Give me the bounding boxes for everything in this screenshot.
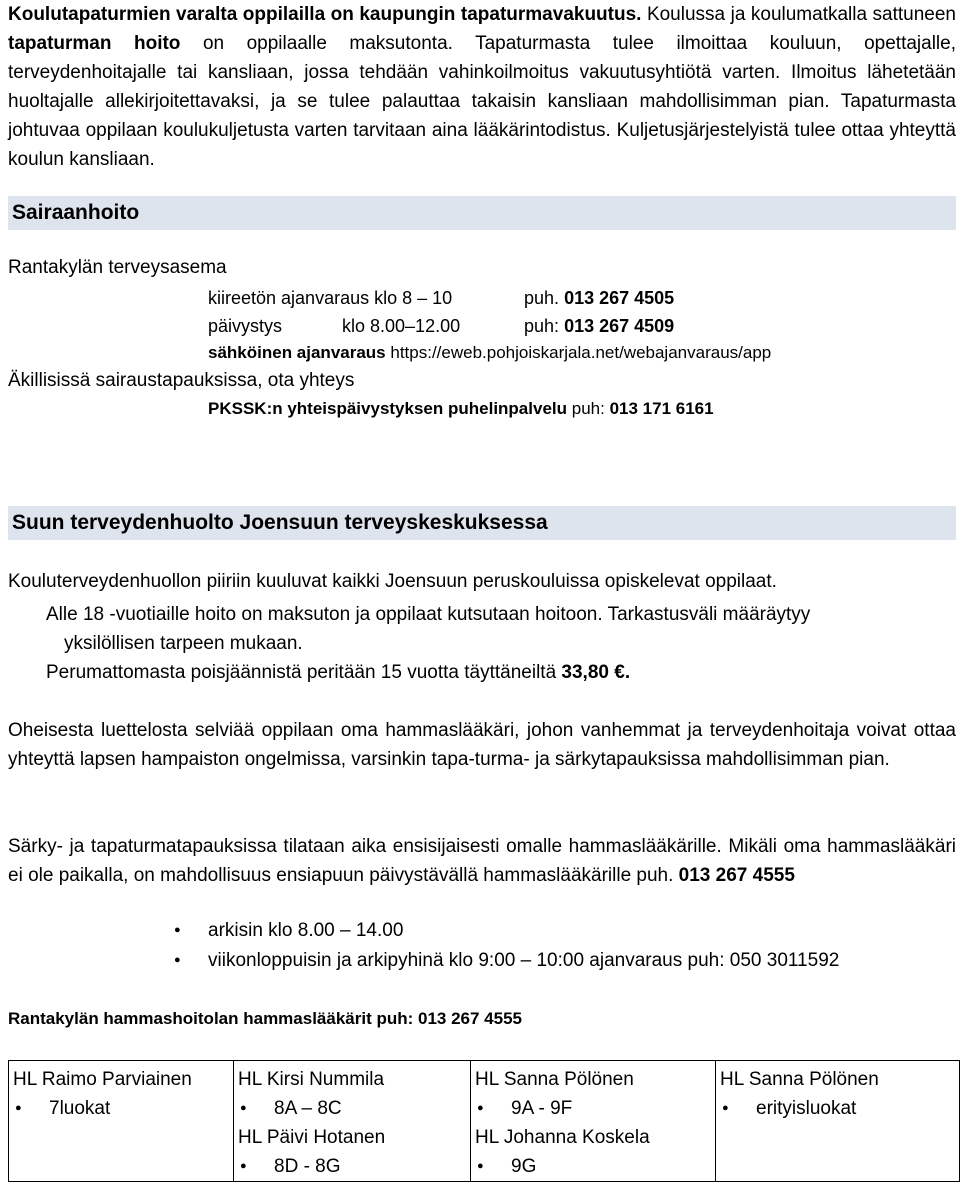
table-cell — [9, 1061, 234, 1182]
lead-bold: Koulutapaturmien varalta oppilailla on kaupungin tapaturmavakuutus. — [8, 4, 642, 25]
hours-item — [170, 920, 403, 942]
puh-label: puh: — [571, 399, 605, 418]
puh-label: puh. — [524, 288, 560, 308]
fee-amount: 33,80 €. — [561, 662, 631, 683]
dentists-title: Rantakylän hammashoitolan hammaslääkärit puh: 013 267 4555 — [8, 1009, 523, 1028]
table-row — [9, 1061, 960, 1182]
dental-intro: Kouluterveydenhuollon piiriin kuuluvat kaikki Joensuun peruskouluissa opiskelevat oppilaat. — [8, 571, 777, 592]
table-cell — [716, 1061, 960, 1182]
class-item — [238, 1152, 466, 1181]
phone-number: 013 267 4505 — [564, 288, 675, 308]
pkssk-service: PKSSK:n yhteispäivystyksen puhelinpalvelu — [208, 399, 568, 418]
dentists-table — [8, 1060, 960, 1182]
appointment-label: kiireetön ajanvaraus klo 8 – 10 — [208, 288, 453, 308]
bold-text: tapaturman hoito — [8, 33, 181, 54]
list-item — [8, 600, 868, 658]
hours-text: arkisin klo 8.00 – 14.00 — [208, 920, 404, 941]
class-item — [238, 1094, 466, 1123]
section-heading-suun-terveydenhuolto: Suun terveydenhuolto Joensuun terveyskeskuksessa — [8, 506, 956, 540]
emergency-phone — [524, 316, 674, 337]
bullet-icon — [170, 950, 208, 971]
dentist-name: HL Sanna Pölönen — [475, 1069, 634, 1090]
appointment-phone — [524, 288, 674, 309]
bullet-icon — [8, 604, 46, 625]
table-cell — [234, 1061, 471, 1182]
electronic-booking-label: sähköinen ajanvaraus — [208, 343, 386, 362]
pkssk-line — [208, 399, 714, 419]
class-label: 8D - 8G — [274, 1156, 341, 1177]
class-label: erityisluokat — [756, 1098, 857, 1119]
own-dentist-paragraph: Oheisesta luettelosta selviää oppilaan oma hammaslääkäri, johon vanhemmat ja terveydenhoitaja voivat ottaa yhteyttä lapsen hampaiston ongelmissa, varsinkin tapa-turma- ja särkytapauksissa mahdollisimman pian. — [8, 720, 956, 770]
bullet-icon — [8, 662, 46, 683]
dentist-name: HL Johanna Koskela — [475, 1127, 650, 1148]
electronic-booking — [208, 343, 771, 363]
hours-text: viikonloppuisin ja arkipyhinä klo 9:00 – 10:00 ajanvaraus puh: 050 3011592 — [208, 950, 840, 971]
class-item — [475, 1094, 711, 1123]
text: Särky- ja tapaturmatapauksissa tilataan aika ensisijaisesti omalle hammaslääkärille. Mikäli oma hammaslääkäri ei ole paikalla, on mahdollisuus ensiapuun päivystävällä hammaslääkärille puh. — [8, 836, 956, 886]
section-heading-sairaanhoito: Sairaanhoito — [8, 196, 956, 230]
accident-insurance-paragraph — [8, 0, 956, 174]
dentist-name: HL Raimo Parviainen — [13, 1069, 192, 1090]
list-item-text: Alle 18 -vuotiaille hoito on maksuton ja oppilaat kutsutaan hoitoon. Tarkastusväli määräytyy yksilöllisen tarpeen mukaan. — [46, 604, 811, 654]
dentist-name: HL Sanna Pölönen — [720, 1069, 879, 1090]
hours-item — [170, 950, 839, 972]
emergency-hours: klo 8.00–12.00 — [342, 316, 461, 336]
emergency-dental-paragraph — [8, 832, 956, 890]
puh-label: puh: — [524, 316, 560, 336]
text: Koulussa ja koulumatkalla sattuneen — [641, 4, 957, 25]
emergency-label: päivystys — [208, 316, 283, 336]
list-item-text: Perumattomasta poisjäännistä peritään 15 vuotta täyttäneiltä — [46, 662, 562, 683]
booking-url-link[interactable]: https://eweb.pohjoiskarjala.net/webajanvaraus/app — [390, 343, 772, 362]
dentist-name: HL Päivi Hotanen — [238, 1127, 386, 1148]
phone-number: 013 171 6161 — [609, 399, 714, 418]
table-cell — [471, 1061, 716, 1182]
dentist-name: HL Kirsi Nummila — [238, 1069, 385, 1090]
phone-number: 013 267 4509 — [564, 316, 675, 336]
class-label: 8A – 8C — [274, 1098, 342, 1119]
text: on oppilaalle maksutonta. Tapaturmasta tulee ilmoittaa kouluun, opettajalle, terveydenhoitajalle tai kansliaan, jossa tehdään vahinkoilmoitus vakuutusyhtiötä varten. Ilmoitus lähetetään huoltajalle allekirjoitettavaksi, ja se tulee palauttaa takaisin kansliaan mahdollisimman pian. Tapaturmasta johtuvaa oppilaan koulukuljetusta varten tarvitaan aina lääkärintodistus. Kuljetusjärjestelyistä tulee ottaa yhteyttä koulun kansliaan. — [8, 33, 956, 170]
emergency-contact-text: Äkillisissä sairaustapauksissa, ota yhteys — [8, 370, 355, 391]
class-label: 9A - 9F — [511, 1098, 573, 1119]
bullet-icon — [170, 920, 208, 941]
list-item — [8, 658, 868, 687]
phone-number: 013 267 4555 — [678, 865, 795, 886]
class-item — [13, 1094, 229, 1123]
class-label: 9G — [511, 1156, 537, 1177]
class-label: 7luokat — [49, 1098, 111, 1119]
dental-bullet-list — [8, 600, 868, 687]
class-item — [720, 1094, 955, 1123]
class-item — [475, 1152, 711, 1181]
health-station-name: Rantakylän terveysasema — [8, 257, 227, 278]
